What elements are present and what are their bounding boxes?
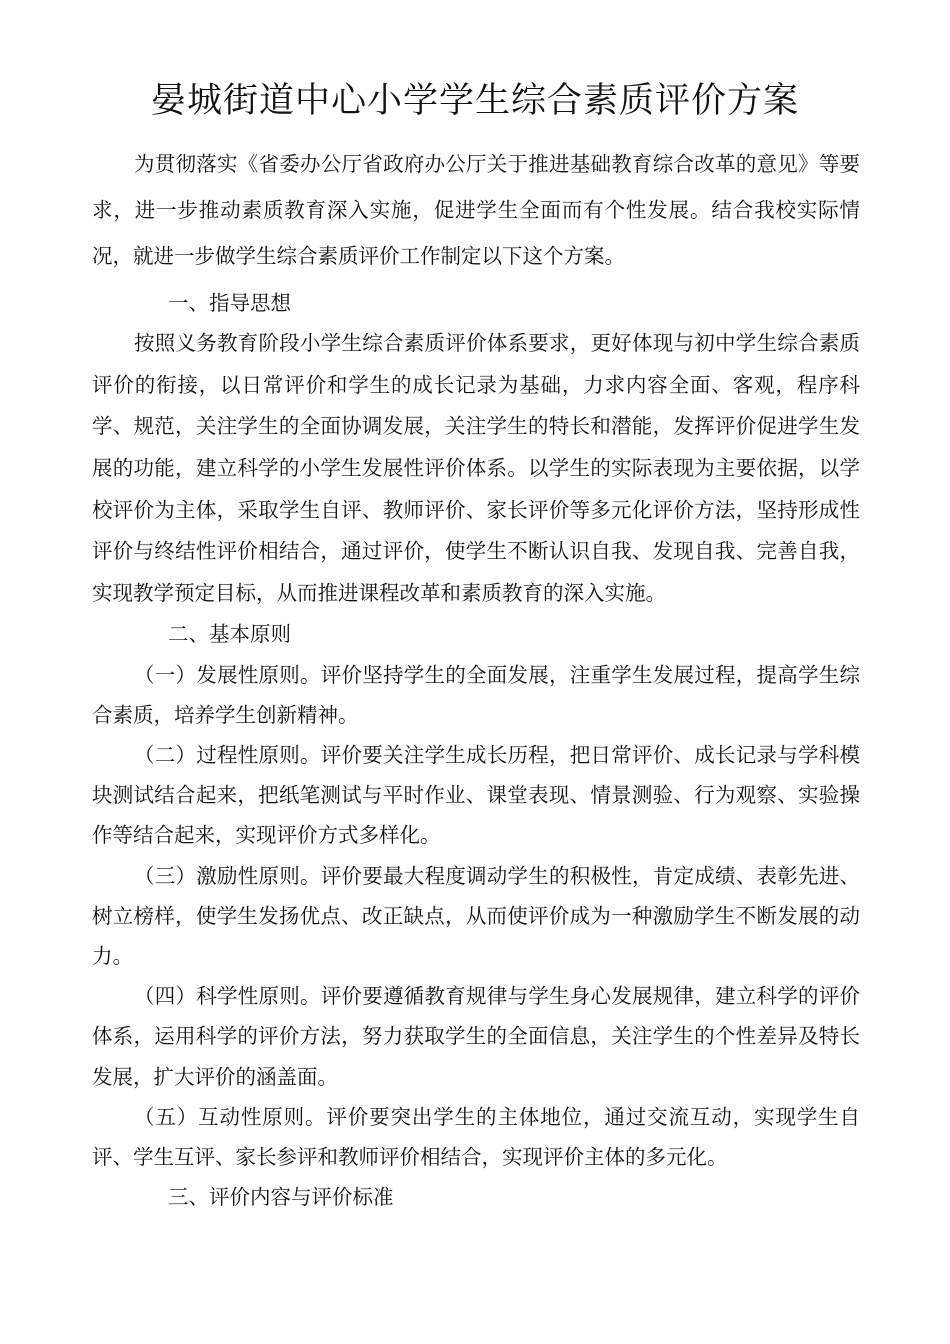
section-heading-basic-principles: 二、基本原则 [168, 622, 291, 647]
principle-scientific-paragraph: （四）科学性原则。评价要遵循教育规律与学生身心发展规律，建立科学的评价体系，运用科学的评价方法，努力获取学生的全面信息，关注学生的个性差异及特长发展，扩大评价的涵盖面。 [92, 984, 860, 1089]
guiding-ideology-paragraph: 按照义务教育阶段小学生综合素质评价体系要求，更好体现与初中学生综合素质评价的衔接，以日常评价和学生的成长记录为基础，力求内容全面、客观，程序科学、规范，关注学生的全面协调发展，关注学生的特长和潜能，发挥评价促进学生发展的功能，建立科学的小学生发展性评价体系。以学生的实际表现为主要依据，以学校评价为主体，采取学生自评、教师评价、家长评价等多元化评价方法，坚持形成性评价与终结性评价相结合，通过评价，使学生不断认识自我、发现自我、完善自我，实现教学预定目标，从而推进课程改革和素质教育的深入实施。 [92, 331, 860, 605]
document-body [92, 141, 860, 1217]
principle-incentive-paragraph: （三）激励性原则。评价要最大程度调动学生的积极性，肯定成绩、表彰先进、树立榜样，使学生发扬优点、改正缺点，从而使评价成为一种激励学生不断发展的动力。 [92, 863, 860, 968]
principle-development-paragraph: （一）发展性原则。评价坚持学生的全面发展，注重学生发展过程，提高学生综合素质，培养学生创新精神。 [92, 662, 860, 727]
document-title: 晏城街道中心小学学生综合素质评价方案 [150, 81, 799, 121]
principle-process-paragraph: （二）过程性原则。评价要关注学生成长历程，把日常评价、成长记录与学科模块测试结合起来，把纸笔测试与平时作业、课堂表现、情景测验、行为观察、实验操作等结合起来，实现评价方式多样化。 [92, 742, 860, 848]
intro-paragraph: 为贯彻落实《省委办公厅省政府办公厅关于推进基础教育综合改革的意见》等要求，进一步推动素质教育深入实施，促进学生全面而有个性发展。结合我校实际情况，就进一步做学生综合素质评价工作制定以下这个方案。 [92, 152, 860, 268]
section-heading-evaluation-content: 三、评价内容与评价标准 [168, 1185, 394, 1210]
section-heading-guiding-ideology: 一、指导思想 [168, 291, 291, 315]
principle-interactive-paragraph: （五）互动性原则。评价要突出学生的主体地位，通过交流互动，实现学生自评、学生互评、家长参评和教师评价相结合，实现评价主体的多元化。 [92, 1104, 860, 1169]
